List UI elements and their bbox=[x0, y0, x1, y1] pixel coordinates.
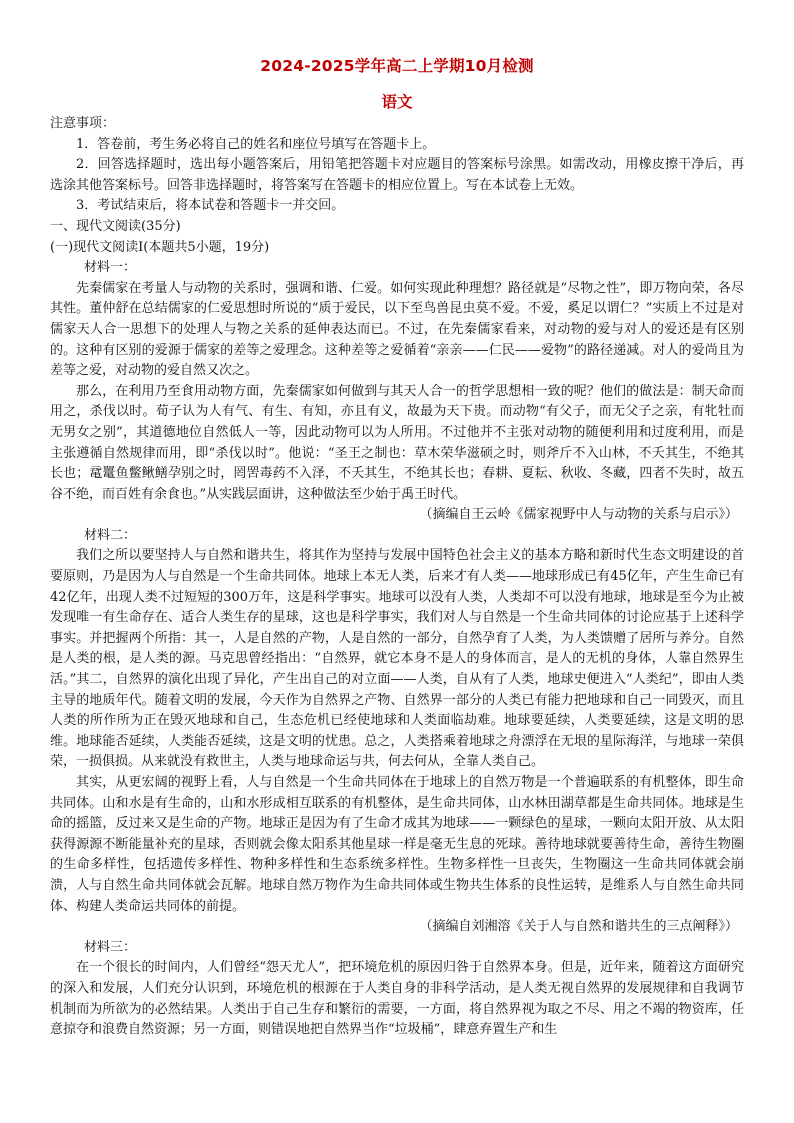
exam-title: 2024-2025学年高二上学期10月检测 bbox=[260, 57, 534, 75]
subsection-heading: (一)现代文阅读Ⅰ(本题共5小题，19分) bbox=[50, 239, 270, 255]
paragraph: 我们之所以要坚持人与自然和谐共生，将其作为坚持与发展中国特色社会主义的基本方略和新时代生态文明建设的首要原则，乃是因为人与自然是一个生命共同体。地球上本无人类，后来才有人类——地球形成已有45亿年，产生生命已有42亿年，出现人类不过短短的300万年，这是科学事实。地球可以没有人类，人类却不可以没有地球，地球是至今为止被发现唯一有生命存在、适合人类生存的星球，这也是科学事实，我们对人与自然是一个生命共同体的讨论应基于上述科学事实。并把握两个所指：其一，人是自然的产物，人是自然的一部分，自然孕育了人类，为人类馈赠了居所与养分。自然是人类的根，是人类的源。马克思曾经指出：“自然界，就它本身不是人的身体而言，是人的无机的身体，人靠自然界生活。”其二，自然界的演化出现了异化，产生出自己的对立面——人类，自从有了人类，地球史便进入“人类纪”，即由人类主导的地质年代。随着文明的发展，今天作为自然界之产物、自然界一部分的人类已有能力把地球和自己一同毁灭，而且人类的所作所为正在毁灭地球和自己，生态危机已经使地球和人类面临劫难。地球要延续，人类要延续，这是文明的思维。地球能否延续，人类能否延续，这是文明的忧患。总之，人类搭乘着地球之舟漂浮在无垠的星际海洋，与地球一荣俱荣，一损俱损。从来就没有救世主，人类与地球命运与共，何去何从，全靠人类自己。 bbox=[50, 548, 744, 770]
paragraph: 在一个很长的时间内，人们曾经“怨天尤人”，把环境危机的原因归咎于自然界本身。但是，近年来，随着这方面研究的深入和发展，人们充分认识到，环境危机的根源在于人类自身的非科学活动，是人类无视自然界的发展规律和自我调节机制而为所欲为的必然结果。人类出于自己生存和繁衍的需要，一方面，将自然界视为取之不尽、用之不竭的物资库，任意掠夺和浪费自然资源；另一方面，则错误地把自然界当作“垃圾桶”，肆意弃置生产和生 bbox=[50, 960, 744, 1038]
material-label: 材料二： bbox=[84, 527, 137, 543]
paragraph: 先秦儒家在考量人与动物的关系时，强调和谐、仁爱。如何实现此种理想？路径就是“尽物之性”，即万物向荣，各尽其性。董仲舒在总结儒家的仁爱思想时所说的“质于爱民，以下至鸟兽昆虫莫不爱。不爱，奚足以谓仁？”实质上不过是对儒家天人合一思想下的处理人与物之关系的延伸表达而已。不过，在先秦儒家看来，对动物的爱与对人的爱还是有区别的。这种有区别的爱源于儒家的差等之爱理念。这种差等之爱循着“亲亲——仁民——爱物”的路径递减。对人的爱尚且为差等之爱，对动物的爱自然又次之。 bbox=[50, 280, 744, 379]
paragraph: 那么，在利用乃至食用动物方面，先秦儒家如何做到与其天人合一的哲学思想相一致的呢？他们的做法是：制天命而用之，杀伐以时。荀子认为人有气、有生、有知，亦且有义，故最为天下贵。而动物“有父子，而无父子之亲，有牝牡而无男女之别”，其道德地位自然低人一等，因此动物可以为人所用。不过他并不主张对动物的随便利用和过度利用，而是主张遵循自然规律而用，即“杀伐以时”。他说：“圣王之制也：草木荣华滋硕之时，则斧斤不入山林，不夭其生，不绝其长也；鼋鼍鱼鳖鳅鳝孕别之时，罔罟毒药不入泽，不夭其生，不绝其长也；春耕、夏耘、秋收、冬藏，四者不失时，故五谷不绝，而百姓有余食也。”从实践层面讲，这种做法至少始于禹王时代。 bbox=[50, 383, 744, 502]
notes-heading: 注意事项： bbox=[50, 116, 116, 131]
note-item: 2．回答选择题时，选出每小题答案后，用铅笔把答题卡对应题目的答案标号涂黑。如需改动，用橡皮擦干净后，再选涂其他答案标号。回答非选择题时，将答案写在答题卡的相应位置上。写在本试卷上无效。 bbox=[50, 157, 744, 193]
section-heading: 一、现代文阅读(35分) bbox=[50, 218, 181, 234]
material-label: 材料一： bbox=[84, 260, 137, 276]
note-item: 1．答卷前，考生务必将自己的姓名和座位号填写在答题卡上。 bbox=[76, 136, 436, 152]
source-citation: （摘编自刘湘溶《关于人与自然和谐共生的三点阐释》） bbox=[419, 919, 738, 935]
source-citation: （摘编自王云岭《儒家视野中人与动物的关系与启示》） bbox=[419, 507, 738, 523]
subject-title: 语文 bbox=[381, 93, 413, 111]
paragraph: 其实，从更宏阔的视野上看，人与自然是一个生命共同体在于地球上的自然万物是一个普遍联系的有机整体，即生命共同体。山和水是有生命的，山和水形成相互联系的有机整体，是生命共同体，山水林田湖草都是生命共同体。地球是生命的摇篮，反过来又是生命的产物。地球正是因为有了生命才成其为地球——一颗绿色的星球，一颗向太阳开放、从太阳获得源源不断能量补充的星球，否则就会像太阳系其他星球一样是毫无生息的死球。善待地球就要善待生命，善待生物圈的生命多样性，包括遗传多样性、物种多样性和生态系统多样性。生物多样性一旦丧失，生物圈这一生命共同体就会崩溃，人与自然生命共同体就会瓦解。地球自然万物作为生命共同体或生物共生体系的良性运转，是维系人与自然生命共同体、构建人类命运共同体的前提。 bbox=[50, 775, 744, 914]
material-label: 材料三： bbox=[84, 939, 137, 955]
page-body bbox=[50, 114, 744, 1041]
note-item: 3．考试结束后，将本试卷和答题卡一并交回。 bbox=[76, 198, 345, 214]
